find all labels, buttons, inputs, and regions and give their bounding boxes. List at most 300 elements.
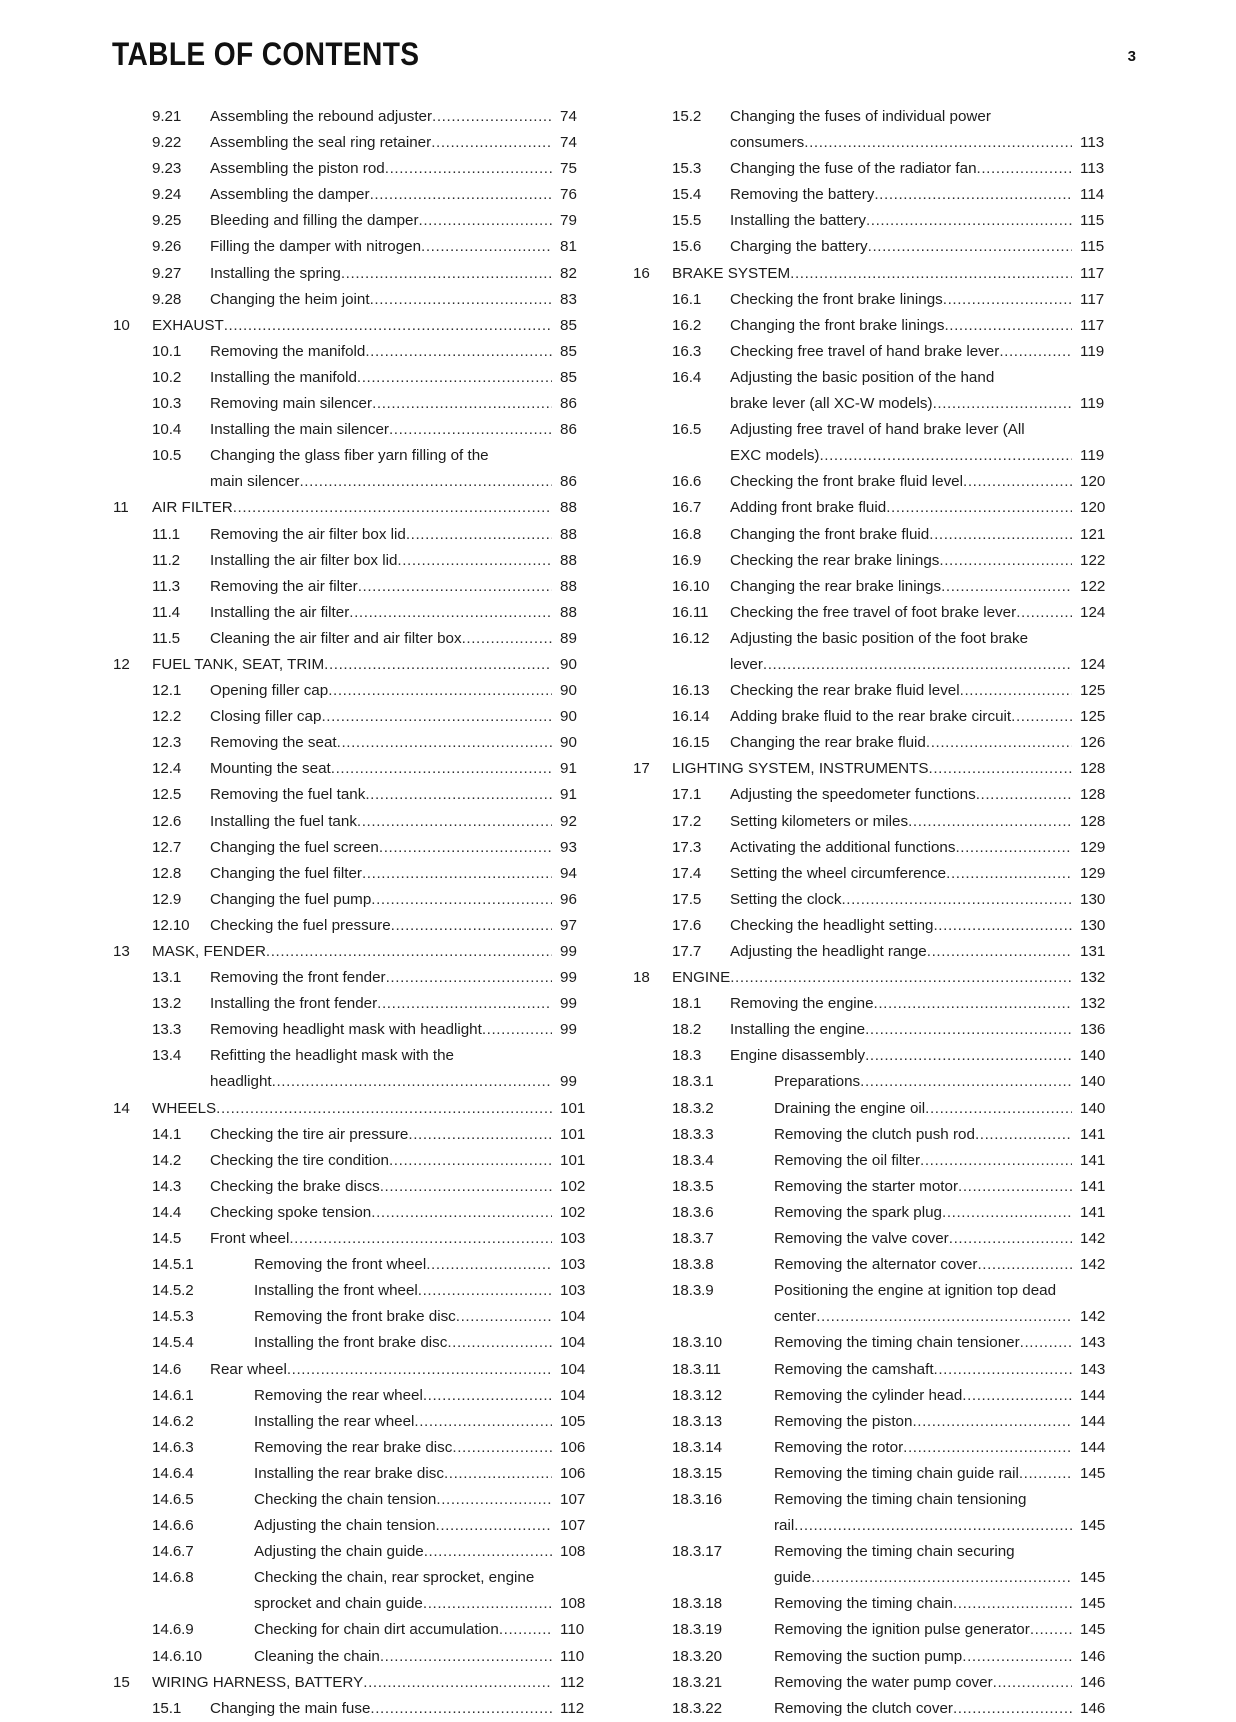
toc-entry-body xyxy=(774,1539,1114,1591)
toc-entry[interactable] xyxy=(628,1148,1114,1174)
toc-entry-body xyxy=(774,1200,1114,1226)
toc-entry[interactable] xyxy=(628,1696,1114,1722)
toc-entry[interactable] xyxy=(108,626,594,652)
toc-entry-page: 140 xyxy=(1080,1099,1106,1117)
toc-entry-body xyxy=(254,1461,594,1487)
toc-entry[interactable] xyxy=(628,1617,1114,1643)
toc-entry-number: 16.7 xyxy=(672,499,702,517)
toc-entry-body xyxy=(210,208,594,234)
toc-entry[interactable] xyxy=(108,652,594,678)
page-title: TABLE OF CONTENTS xyxy=(112,36,420,72)
toc-entry-body xyxy=(210,1043,594,1095)
toc-entry[interactable] xyxy=(628,1069,1114,1095)
toc-entry-page: 89 xyxy=(560,629,577,647)
toc-entry-label: Removing the ignition pulse generator xyxy=(774,1621,1030,1639)
toc-entry-number: 18.3.5 xyxy=(672,1177,714,1195)
toc-leader-dots xyxy=(266,939,552,965)
toc-entry-label: Installing the front brake disc xyxy=(254,1334,448,1352)
toc-entry-label: Removing the air filter xyxy=(210,577,358,595)
toc-leader-dots xyxy=(949,1226,1072,1252)
toc-leader-dots xyxy=(1016,600,1072,626)
toc-entry[interactable] xyxy=(108,574,594,600)
toc-entry-page: 81 xyxy=(560,238,577,256)
toc-entry[interactable] xyxy=(628,887,1114,913)
toc-entry-number: 18.1 xyxy=(672,995,702,1013)
toc-entry-page: 88 xyxy=(560,499,577,517)
toc-entry[interactable] xyxy=(108,1200,594,1226)
toc-entry[interactable] xyxy=(108,391,594,417)
toc-entry[interactable] xyxy=(108,1617,594,1643)
toc-leader-dots xyxy=(418,1278,552,1304)
toc-entry-body xyxy=(730,548,1114,574)
toc-entry-number: 13.2 xyxy=(152,995,182,1013)
toc-entry-body xyxy=(730,104,1114,156)
toc-entry-body xyxy=(210,182,594,208)
toc-entry-label: Assembling the seal ring retainer xyxy=(210,134,432,152)
toc-entry-page: 124 xyxy=(1080,603,1106,621)
toc-entry-label: Removing headlight mask with headlight xyxy=(210,1021,482,1039)
toc-entry-page: 143 xyxy=(1080,1334,1106,1352)
toc-entry[interactable] xyxy=(628,1330,1114,1356)
toc-entry[interactable] xyxy=(628,365,1114,417)
toc-leader-dots xyxy=(977,1252,1072,1278)
toc-entry-number: 18 xyxy=(633,969,650,987)
toc-leader-dots xyxy=(929,522,1072,548)
toc-entry[interactable] xyxy=(108,313,594,339)
toc-entry-label-line: EXC models) xyxy=(730,447,820,465)
toc-entry-body xyxy=(774,1461,1114,1487)
toc-leader-dots xyxy=(462,626,552,652)
toc-entry-page: 129 xyxy=(1080,864,1106,882)
toc-entry[interactable] xyxy=(628,339,1114,365)
toc-entry-page: 108 xyxy=(560,1595,586,1613)
toc-leader-dots xyxy=(482,1017,552,1043)
toc-entry-label: Changing the fuel screen xyxy=(210,838,379,856)
toc-entry-page: 101 xyxy=(560,1099,586,1117)
toc-entry-body xyxy=(730,339,1114,365)
toc-entry-label: Adjusting the headlight range xyxy=(730,943,927,960)
toc-leader-dots xyxy=(406,522,552,548)
toc-entry[interactable] xyxy=(108,1644,594,1670)
toc-entry-number: 18.3.15 xyxy=(672,1464,722,1482)
toc-entry[interactable] xyxy=(628,600,1114,626)
toc-entry-label: WIRING HARNESS, BATTERY xyxy=(152,1673,364,1691)
toc-entry[interactable] xyxy=(628,548,1114,574)
toc-entry-page: 142 xyxy=(1080,1230,1106,1248)
toc-entry[interactable] xyxy=(628,287,1114,313)
toc-entry-body xyxy=(210,417,594,443)
toc-entry-label: Removing the oil filter xyxy=(774,1151,921,1169)
toc-entry-body xyxy=(774,1644,1114,1670)
toc-entry[interactable] xyxy=(108,261,594,287)
toc-entry[interactable] xyxy=(108,443,594,495)
toc-entry-number: 12.2 xyxy=(152,708,182,726)
toc-entry-page: 102 xyxy=(560,1177,586,1195)
toc-entry-page: 117 xyxy=(1080,290,1105,308)
toc-entry-label: Removing the suction pump xyxy=(774,1647,963,1665)
toc-entry-label: Removing the valve cover xyxy=(774,1230,949,1248)
toc-entry-label: Changing the rear brake linings xyxy=(730,577,942,595)
toc-entry-number: 15 xyxy=(113,1673,130,1691)
toc-entry[interactable] xyxy=(628,182,1114,208)
toc-entry[interactable] xyxy=(108,835,594,861)
toc-entry[interactable] xyxy=(628,1252,1114,1278)
toc-entry[interactable] xyxy=(628,704,1114,730)
toc-entry-page: 142 xyxy=(1080,1308,1106,1326)
toc-entry[interactable] xyxy=(628,208,1114,234)
toc-entry[interactable] xyxy=(108,1096,594,1122)
toc-entry-page: 142 xyxy=(1080,1256,1106,1274)
toc-entry-page: 144 xyxy=(1080,1412,1106,1430)
toc-entry-body xyxy=(210,287,594,313)
toc-entry-label xyxy=(774,1278,1114,1330)
toc-entry-label: Removing the rotor xyxy=(774,1438,904,1456)
toc-entry-label: Adding front brake fluid xyxy=(730,499,887,517)
toc-entry-number: 14.6.2 xyxy=(152,1412,194,1430)
toc-entry[interactable] xyxy=(628,417,1114,469)
toc-entry-body xyxy=(210,443,594,495)
toc-entry-number: 11.4 xyxy=(152,603,181,621)
toc-entry-body xyxy=(210,1696,594,1722)
toc-entry-number: 18.3.1 xyxy=(672,1073,714,1091)
toc-leader-dots xyxy=(977,156,1072,182)
toc-entry[interactable] xyxy=(628,1670,1114,1696)
toc-entry-body xyxy=(774,1696,1114,1722)
toc-entry[interactable] xyxy=(108,234,594,260)
toc-entry[interactable] xyxy=(108,1226,594,1252)
toc-entry[interactable] xyxy=(628,861,1114,887)
toc-entry[interactable] xyxy=(628,1461,1114,1487)
toc-entry-label: Removing the seat xyxy=(210,734,337,752)
toc-entry-page: 144 xyxy=(1080,1386,1106,1404)
toc-entry[interactable] xyxy=(628,965,1114,991)
toc-entry-label: Checking the free travel of foot brake lever xyxy=(730,603,1017,621)
toc-entry[interactable] xyxy=(628,626,1114,678)
toc-entry-page: 91 xyxy=(560,760,577,778)
toc-entry[interactable] xyxy=(108,1017,594,1043)
toc-entry[interactable] xyxy=(108,1357,594,1383)
toc-entry[interactable] xyxy=(628,730,1114,756)
toc-entry-label: Checking the tire air pressure xyxy=(210,1125,409,1143)
toc-entry-label: FUEL TANK, SEAT, TRIM xyxy=(152,655,325,673)
toc-entry-number: 16.14 xyxy=(672,708,710,726)
toc-entry-number: 16.12 xyxy=(672,629,710,647)
toc-entry-body xyxy=(210,1357,594,1383)
toc-entry[interactable] xyxy=(628,1096,1114,1122)
toc-entry-page: 104 xyxy=(560,1308,586,1326)
toc-entry[interactable] xyxy=(108,1565,594,1617)
toc-entry-body xyxy=(730,991,1114,1017)
toc-entry[interactable] xyxy=(108,182,594,208)
toc-entry-body xyxy=(672,261,1114,287)
toc-entry-body xyxy=(254,1330,594,1356)
toc-entry-body xyxy=(152,939,594,965)
toc-entry-label: Installing the rear brake disc xyxy=(254,1464,444,1482)
toc-entry-number: 15.3 xyxy=(672,160,702,178)
toc-entry-label: Adjusting the chain tension xyxy=(254,1517,436,1535)
toc-entry-page: 141 xyxy=(1080,1203,1106,1221)
toc-entry-number: 9.28 xyxy=(152,290,182,308)
toc-entry[interactable] xyxy=(108,548,594,574)
toc-entry-label-line: headlight xyxy=(210,1073,272,1091)
toc-entry[interactable] xyxy=(108,1696,594,1722)
toc-entry-label: Front wheel xyxy=(210,1230,290,1248)
toc-entry-number: 17 xyxy=(633,760,650,778)
toc-entry[interactable] xyxy=(628,756,1114,782)
toc-entry-page: 145 xyxy=(1080,1569,1106,1587)
toc-entry[interactable] xyxy=(628,1487,1114,1539)
toc-entry-page: 88 xyxy=(560,603,577,621)
toc-entry[interactable] xyxy=(108,1435,594,1461)
toc-entry-number: 11.1 xyxy=(152,525,181,543)
toc-entry[interactable] xyxy=(628,939,1114,965)
toc-leader-dots xyxy=(804,130,1072,156)
toc-entry[interactable] xyxy=(108,1252,594,1278)
toc-leader-dots xyxy=(934,1357,1072,1383)
toc-leader-dots xyxy=(933,913,1072,939)
toc-entry-label: Installing the fuel tank xyxy=(210,812,357,830)
toc-entry[interactable] xyxy=(628,522,1114,548)
toc-entry-body xyxy=(210,1017,594,1043)
toc-entry[interactable] xyxy=(108,1670,594,1696)
toc-entry[interactable] xyxy=(108,704,594,730)
toc-entry[interactable] xyxy=(628,1278,1114,1330)
toc-columns xyxy=(0,104,1236,1722)
toc-entry[interactable] xyxy=(108,1174,594,1200)
toc-entry-page: 146 xyxy=(1080,1699,1106,1717)
toc-entry-body xyxy=(730,495,1114,521)
toc-entry-label: LIGHTING SYSTEM, INSTRUMENTS xyxy=(672,760,929,778)
toc-entry-body xyxy=(210,156,594,182)
toc-entry[interactable] xyxy=(628,1409,1114,1435)
toc-entry[interactable] xyxy=(628,1539,1114,1591)
toc-entry-number: 14.5 xyxy=(152,1230,182,1248)
toc-entry[interactable] xyxy=(108,861,594,887)
toc-entry-number: 18.3.7 xyxy=(672,1230,714,1248)
toc-entry-label-line: rail xyxy=(774,1517,795,1535)
toc-entry-page: 74 xyxy=(560,108,577,125)
toc-entry[interactable] xyxy=(108,156,594,182)
toc-entry-label: Installing the battery xyxy=(730,212,866,230)
toc-entry-body xyxy=(210,261,594,287)
toc-entry-label: Adjusting the speedometer functions xyxy=(730,786,976,804)
toc-entry[interactable] xyxy=(108,1278,594,1304)
toc-entry[interactable] xyxy=(628,835,1114,861)
toc-leader-dots xyxy=(357,365,552,391)
toc-entry-number: 14.1 xyxy=(152,1125,182,1143)
toc-entry-label: Checking the front brake fluid level xyxy=(730,473,964,491)
toc-entry-body xyxy=(730,600,1114,626)
toc-entry-body xyxy=(210,965,594,991)
toc-entry-number: 10 xyxy=(113,316,130,334)
toc-entry-body xyxy=(210,835,594,861)
toc-entry-body xyxy=(730,469,1114,495)
toc-entry[interactable] xyxy=(108,208,594,234)
toc-entry-number: 14.6.1 xyxy=(152,1386,194,1404)
toc-entry[interactable] xyxy=(628,1435,1114,1461)
toc-entry-label-line: Removing the timing chain securing xyxy=(774,1543,1015,1561)
toc-entry-page: 128 xyxy=(1080,812,1106,830)
toc-entry[interactable] xyxy=(108,1043,594,1095)
toc-entry-number: 12.7 xyxy=(152,838,182,856)
toc-entry[interactable] xyxy=(108,522,594,548)
toc-entry[interactable] xyxy=(628,1017,1114,1043)
toc-entry[interactable] xyxy=(108,287,594,313)
toc-entry[interactable] xyxy=(628,1226,1114,1252)
toc-entry[interactable] xyxy=(628,1357,1114,1383)
toc-entry[interactable] xyxy=(108,809,594,835)
toc-entry[interactable] xyxy=(108,1539,594,1565)
toc-entry-label-line: main silencer xyxy=(210,473,300,491)
toc-entry[interactable] xyxy=(108,1122,594,1148)
toc-entry-body xyxy=(730,887,1114,913)
toc-entry[interactable] xyxy=(628,1383,1114,1409)
toc-leader-dots xyxy=(1019,1461,1072,1487)
toc-entry-body xyxy=(254,1617,594,1643)
toc-entry-body xyxy=(210,1226,594,1252)
toc-entry[interactable] xyxy=(628,1200,1114,1226)
toc-entry-body xyxy=(774,1096,1114,1122)
toc-entry[interactable] xyxy=(108,730,594,756)
toc-entry[interactable] xyxy=(108,939,594,965)
toc-entry[interactable] xyxy=(628,261,1114,287)
toc-leader-dots xyxy=(372,391,552,417)
toc-leader-dots xyxy=(865,1043,1072,1069)
toc-entry[interactable] xyxy=(628,156,1114,182)
toc-entry-number: 16.3 xyxy=(672,342,702,360)
toc-entry-body xyxy=(210,391,594,417)
toc-entry-number: 16.10 xyxy=(672,577,710,595)
toc-entry-number: 12.10 xyxy=(152,916,190,934)
toc-leader-dots xyxy=(299,469,552,495)
toc-entry-number: 12.5 xyxy=(152,786,182,804)
toc-entry-body xyxy=(210,1174,594,1200)
toc-entry-body xyxy=(774,1487,1114,1539)
toc-entry[interactable] xyxy=(628,678,1114,704)
toc-entry[interactable] xyxy=(628,1644,1114,1670)
toc-entry[interactable] xyxy=(108,887,594,913)
toc-entry[interactable] xyxy=(108,678,594,704)
toc-leader-dots xyxy=(397,548,552,574)
toc-entry[interactable] xyxy=(628,313,1114,339)
toc-entry-number: 18.3.19 xyxy=(672,1621,722,1639)
toc-leader-dots xyxy=(423,1383,552,1409)
toc-entry[interactable] xyxy=(628,495,1114,521)
toc-entry-label: Removing the manifold xyxy=(210,342,366,360)
toc-entry[interactable] xyxy=(108,1487,594,1513)
toc-entry-body xyxy=(774,1278,1114,1330)
toc-entry[interactable] xyxy=(108,365,594,391)
toc-leader-dots xyxy=(365,339,552,365)
toc-leader-dots xyxy=(962,1644,1072,1670)
toc-entry-label: Charging the battery xyxy=(730,238,868,256)
toc-entry[interactable] xyxy=(108,1304,594,1330)
toc-entry[interactable] xyxy=(628,782,1114,808)
toc-entry-label: Removing the timing chain guide rail xyxy=(774,1464,1019,1482)
toc-entry[interactable] xyxy=(108,756,594,782)
toc-entry[interactable] xyxy=(108,495,594,521)
toc-leader-dots xyxy=(357,809,552,835)
toc-entry-number: 10.5 xyxy=(152,447,182,465)
toc-leader-dots xyxy=(944,313,1072,339)
toc-entry-number: 18.3.22 xyxy=(672,1699,722,1717)
toc-entry[interactable] xyxy=(108,913,594,939)
toc-entry[interactable] xyxy=(628,234,1114,260)
toc-entry[interactable] xyxy=(108,1461,594,1487)
toc-entry[interactable] xyxy=(108,1148,594,1174)
toc-leader-dots xyxy=(386,965,552,991)
toc-entry[interactable] xyxy=(628,991,1114,1017)
toc-entry[interactable] xyxy=(628,1174,1114,1200)
toc-entry-body xyxy=(210,704,594,730)
toc-leader-dots xyxy=(371,1200,552,1226)
toc-entry-label: Checking the chain tension xyxy=(254,1490,437,1508)
toc-entry[interactable] xyxy=(628,469,1114,495)
toc-entry-number: 14.6.8 xyxy=(152,1569,194,1587)
toc-leader-dots xyxy=(926,730,1072,756)
toc-leader-dots xyxy=(436,1513,552,1539)
toc-entry-number: 11.3 xyxy=(152,577,181,595)
toc-entry-page: 83 xyxy=(560,290,577,308)
toc-entry[interactable] xyxy=(108,600,594,626)
toc-entry-body xyxy=(774,1435,1114,1461)
toc-entry-label: Setting the wheel circumference xyxy=(730,864,947,882)
toc-entry-number: 9.25 xyxy=(152,212,182,230)
toc-entry-number: 10.4 xyxy=(152,421,182,439)
toc-entry-page: 99 xyxy=(560,1021,577,1039)
toc-entry-page: 112 xyxy=(560,1699,585,1717)
toc-entry-body xyxy=(254,1539,594,1565)
toc-entry[interactable] xyxy=(628,104,1114,156)
toc-leader-dots xyxy=(370,182,552,208)
toc-entry[interactable] xyxy=(108,1383,594,1409)
toc-leader-dots xyxy=(328,678,552,704)
toc-entry-page: 128 xyxy=(1080,786,1106,804)
toc-entry-label: Removing the timing chain xyxy=(774,1595,953,1613)
toc-leader-dots xyxy=(925,1096,1072,1122)
toc-entry-page: 128 xyxy=(1080,760,1106,778)
toc-entry-label: Changing the fuse of the radiator fan xyxy=(730,160,977,178)
toc-entry[interactable] xyxy=(108,130,594,156)
toc-entry-body xyxy=(152,495,594,521)
toc-entry[interactable] xyxy=(628,913,1114,939)
toc-entry-label: WHEELS xyxy=(152,1099,217,1117)
toc-entry[interactable] xyxy=(628,1122,1114,1148)
toc-entry[interactable] xyxy=(108,104,594,130)
toc-entry[interactable] xyxy=(108,1409,594,1435)
toc-entry[interactable] xyxy=(628,1591,1114,1617)
toc-entry[interactable] xyxy=(628,574,1114,600)
toc-entry-label xyxy=(774,1539,1114,1591)
toc-entry-page: 96 xyxy=(560,890,577,908)
toc-leader-dots xyxy=(431,130,552,156)
toc-entry-body xyxy=(254,1383,594,1409)
toc-entry[interactable] xyxy=(108,339,594,365)
toc-entry-body xyxy=(672,965,1114,991)
toc-entry[interactable] xyxy=(108,1330,594,1356)
toc-entry[interactable] xyxy=(108,991,594,1017)
toc-entry-number: 11.2 xyxy=(152,551,181,569)
toc-entry[interactable] xyxy=(108,782,594,808)
page-number: 3 xyxy=(1127,48,1136,65)
toc-entry[interactable] xyxy=(628,1043,1114,1069)
toc-entry[interactable] xyxy=(108,417,594,443)
toc-entry[interactable] xyxy=(108,965,594,991)
toc-entry[interactable] xyxy=(628,809,1114,835)
toc-leader-dots xyxy=(908,809,1072,835)
toc-entry-number: 15.1 xyxy=(152,1699,182,1717)
toc-entry[interactable] xyxy=(108,1513,594,1539)
